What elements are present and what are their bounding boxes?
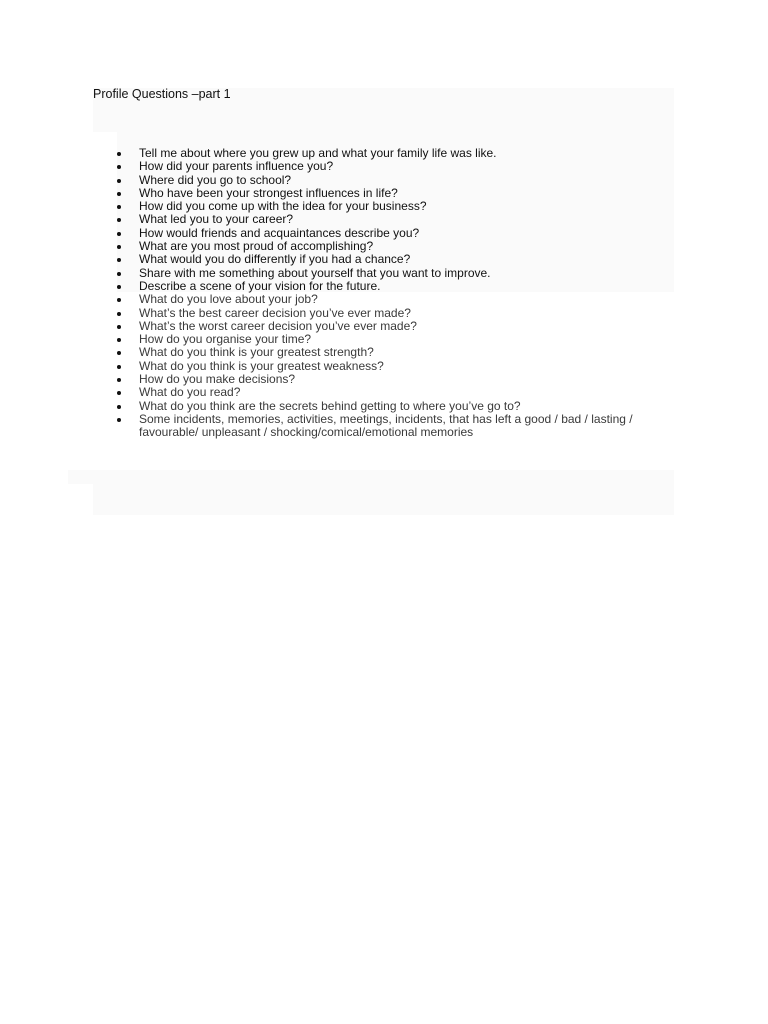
list-item: What are you most proud of accomplishing? — [139, 240, 669, 253]
list-item: Where did you go to school? — [139, 174, 669, 187]
list-item: What led you to your career? — [139, 213, 669, 226]
list-item: How did you come up with the idea for your business? — [139, 200, 669, 213]
list-item: What do you read? — [139, 386, 669, 399]
list-item: Who have been your strongest influences in life? — [139, 187, 669, 200]
highlight-band-lower-strip — [68, 470, 674, 484]
list-item: What would you do differently if you had a chance? — [139, 253, 669, 266]
list-item: What do you think is your greatest strength? — [139, 346, 669, 359]
list-item: What do you think is your greatest weakness? — [139, 360, 669, 373]
list-item: What do you think are the secrets behind getting to where you’ve go to? — [139, 400, 669, 413]
list-item: Share with me something about yourself that you want to improve. — [139, 267, 669, 280]
list-item: Some incidents, memories, activities, meetings, incidents, that has left a good / bad / lasting / favourable/ unpleasant / shocking/comical/emotional memories — [139, 413, 669, 440]
list-item: What’s the worst career decision you’ve ever made? — [139, 320, 669, 333]
page-title: Profile Questions –part 1 — [93, 87, 231, 101]
highlight-band-lower — [93, 484, 674, 515]
list-item: How did your parents influence you? — [139, 160, 669, 173]
list-item: How do you organise your time? — [139, 333, 669, 346]
list-item: Tell me about where you grew up and what your family life was like. — [139, 147, 669, 160]
question-list — [139, 147, 669, 440]
list-item: What do you love about your job? — [139, 293, 669, 306]
list-item: How would friends and acquaintances describe you? — [139, 227, 669, 240]
list-item: What’s the best career decision you’ve ever made? — [139, 307, 669, 320]
list-item: How do you make decisions? — [139, 373, 669, 386]
list-item: Describe a scene of your vision for the future. — [139, 280, 669, 293]
